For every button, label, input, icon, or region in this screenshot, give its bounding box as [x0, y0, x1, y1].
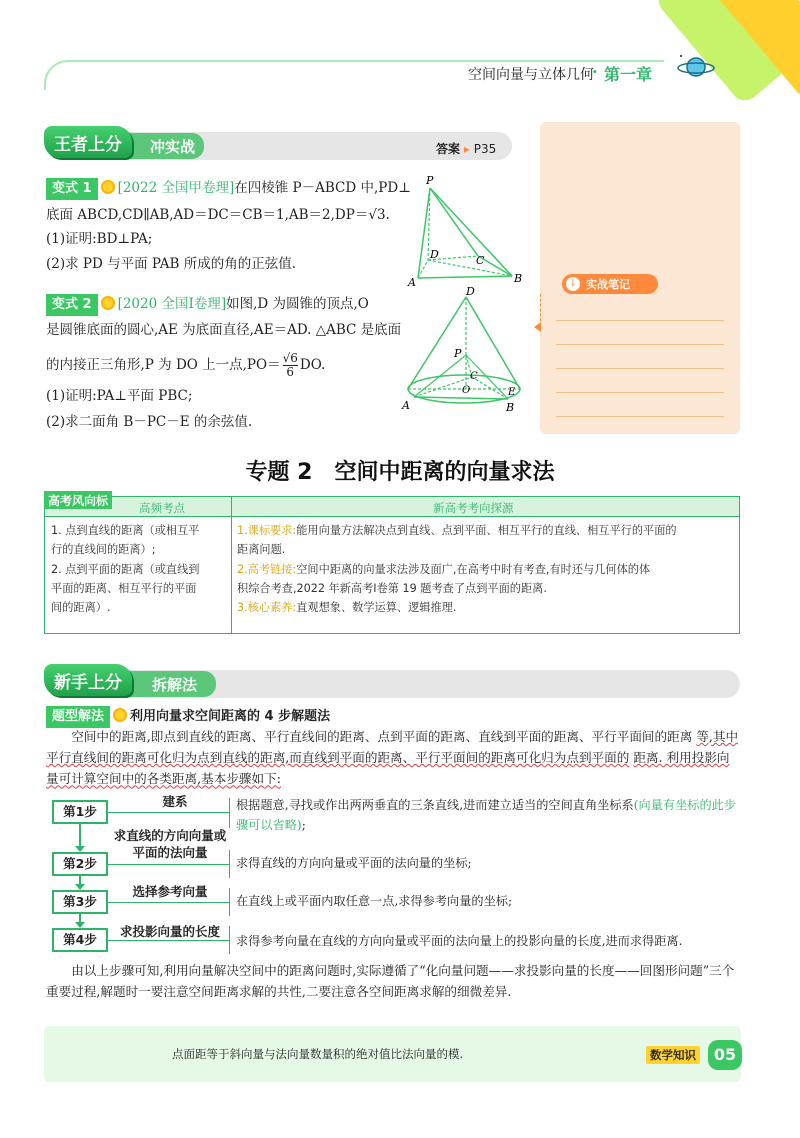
variant1-line1: 变式 1 [2022 全国甲卷理]在四棱锥 P－ABCD 中,PD⊥ — [46, 178, 411, 200]
pyramid-figure — [400, 170, 530, 295]
note-line — [556, 392, 724, 393]
table-col1-header: 高频考点 — [139, 501, 185, 515]
variant2-question1: (1)证明:PA⊥平面 PBC; — [46, 388, 193, 404]
footer-badge: 数学知识 — [646, 1046, 700, 1064]
variant1-question1: (1)证明:BD⊥PA; — [46, 231, 153, 247]
fig1-label-P: P — [426, 174, 434, 187]
section-badge: 新手上分 — [44, 664, 132, 696]
section-subtitle: 冲实战 — [150, 138, 196, 156]
topic-title: 专题 2 空间中距离的向量求法 — [245, 460, 555, 485]
variant1-tag: 变式 1 — [46, 178, 98, 200]
step-2-desc: 求得直线的方向向量或平面的法向量的坐标; — [236, 856, 472, 870]
header-title: 空间向量与立体几何 — [468, 67, 594, 83]
fig2-label-C: C — [470, 371, 478, 382]
variant1-line2: 底面 ABCD,CD∥AB,AD＝DC＝CB＝1,AB＝2,DP＝√3. — [46, 207, 390, 223]
step-3-name: 选择参考向量 — [132, 884, 208, 899]
sun-icon — [113, 708, 127, 722]
step-line — [108, 902, 230, 903]
step-bar — [229, 926, 230, 954]
method-heading: 题型解法 利用向量求空间距离的 4 步解题法 — [46, 706, 330, 728]
table-col2-header: 新高考考向探源 — [433, 501, 514, 515]
table-col2-cell: 1.课标要求:能用向量方法解决点到直线、点到平面、相互平行的直线、相互平行的平面的 距离问题. 2.高考链接:空间中距离的向量求法涉及面广,在高考中时有考查,有时还与几何体的体 积综合考查,2022 年新高考Ⅰ卷第 19 题考查了点到平面的距离. 3.核心素养:直观想象、数学运算、逻辑推理. — [237, 524, 677, 615]
fig2-label-E: E — [508, 387, 516, 398]
variant2-line1: 变式 2 [2020 全国Ⅰ卷理]如图,D 为圆锥的顶点,O — [46, 294, 369, 316]
step-connector — [79, 876, 81, 884]
step-4-desc: 求得参考向量在直线的方向向量或平面的法向量上的投影向量的长度,进而求得距离. — [236, 934, 683, 948]
method-intro: 空间中的距离,即点到直线的距离、平行直线间的距离、点到平面的距离、直线到平面的距离、平行平面间的距离 等,其中平行直线间的距离可化归为点到直线的距离,而直线到平面的距离、平行平面间的距离可化归为点到平面的 距离. 利用投影向量可计算空间中的各类距离,基本步骤如下: — [46, 729, 739, 787]
step-4-name: 求投影向量的长度 — [119, 924, 220, 939]
note-line — [556, 344, 724, 345]
note-line — [556, 368, 724, 369]
page-number: 05 — [708, 1040, 742, 1070]
variant2-tag: 变式 2 — [46, 294, 98, 316]
notes-arrow-icon — [534, 322, 541, 332]
step-line — [108, 812, 230, 813]
step-line — [108, 864, 230, 865]
table-divider — [231, 497, 232, 633]
step-bar — [229, 888, 230, 916]
step-connector — [79, 824, 81, 846]
method-tag: 题型解法 — [46, 706, 110, 728]
variant1-question2: (2)求 PD 与平面 PAB 所成的角的正弦值. — [46, 256, 297, 272]
step-1-desc: 根据题意,寻找或作出两两垂直的三条直线,进而建立适当的空间直角坐标系(向量有坐标的此步骤可以省略); — [236, 798, 737, 832]
answer-reference: 答案 ▸ P35 — [436, 142, 497, 156]
variant2-question2: (2)求二面角 B－PC－E 的余弦值. — [46, 414, 253, 430]
section-badge: 王者上分 — [44, 126, 132, 158]
table-col1-cell: 1. 点到直线的距离（或相互平 行的直线间的距离）; 2. 点到平面的距离（或直线到 平面的距离、相互平行的平面 间的距离）. — [51, 524, 200, 615]
note-line — [556, 416, 724, 417]
step-4-box: 第4步 — [52, 928, 108, 952]
method-summary: 由以上步骤可知,利用向量解决空间中的距离问题时,实际遵循了“化向量问题——求投影向量的长度——回图形问题”三个重要过程,解题时一要注意空间距离求解的共性,二要注意各空间距离求解的细微差异. — [46, 963, 735, 1000]
step-bar — [229, 850, 230, 878]
sun-icon — [101, 296, 115, 310]
download-icon: ↓ — [566, 277, 580, 291]
variant2-line3: 的内接正三角形,P 为 DO 上一点,PO＝ $\frac{√6}{6}$ DO. — [46, 351, 326, 380]
cone-figure — [396, 285, 532, 420]
fig2-label-D: D — [466, 285, 475, 298]
step-2-name: 求直线的方向向量或平面的法向量 — [113, 828, 227, 860]
fig2-label-P: P — [454, 347, 462, 360]
step-3-box: 第3步 — [52, 890, 108, 914]
fig1-label-B: B — [514, 272, 523, 285]
arrow-down-icon — [75, 922, 85, 928]
step-connector — [79, 914, 81, 922]
notes-tab: 实战笔记 — [562, 274, 658, 294]
fig1-label-A: A — [408, 276, 416, 289]
fig1-label-C: C — [476, 254, 485, 267]
section-subtitle: 拆解法 — [152, 676, 198, 694]
fig2-label-O: O — [462, 385, 471, 396]
planet-icon — [676, 52, 716, 82]
fig2-label-B: B — [506, 401, 515, 414]
note-line — [556, 320, 724, 321]
step-bar — [229, 798, 230, 828]
table-badge: 高考风向标 — [44, 491, 112, 509]
fig2-label-A: A — [402, 399, 410, 412]
variant2-line2: 是圆锥底面的圆心,AE 为底面直径,AE＝AD. △ABC 是底面 — [46, 322, 402, 338]
step-3-desc: 在直线上或平面内取任意一点,求得参考向量的坐标; — [236, 894, 513, 908]
exam-focus-table — [44, 496, 740, 634]
arrow-down-icon — [75, 846, 85, 852]
fig1-label-D: D — [430, 248, 439, 261]
sun-icon — [101, 180, 115, 194]
step-1-name: 建系 — [162, 794, 188, 809]
arrow-down-icon — [75, 884, 85, 890]
footer-note: 点面距等于斜向量与法向量数量积的绝对值比法向量的模. — [172, 1047, 464, 1061]
step-1-box: 第1步 — [52, 800, 108, 824]
step-2-box: 第2步 — [52, 852, 108, 876]
header-dot: · — [592, 62, 598, 81]
header-chapter: 第一章 — [604, 65, 653, 84]
